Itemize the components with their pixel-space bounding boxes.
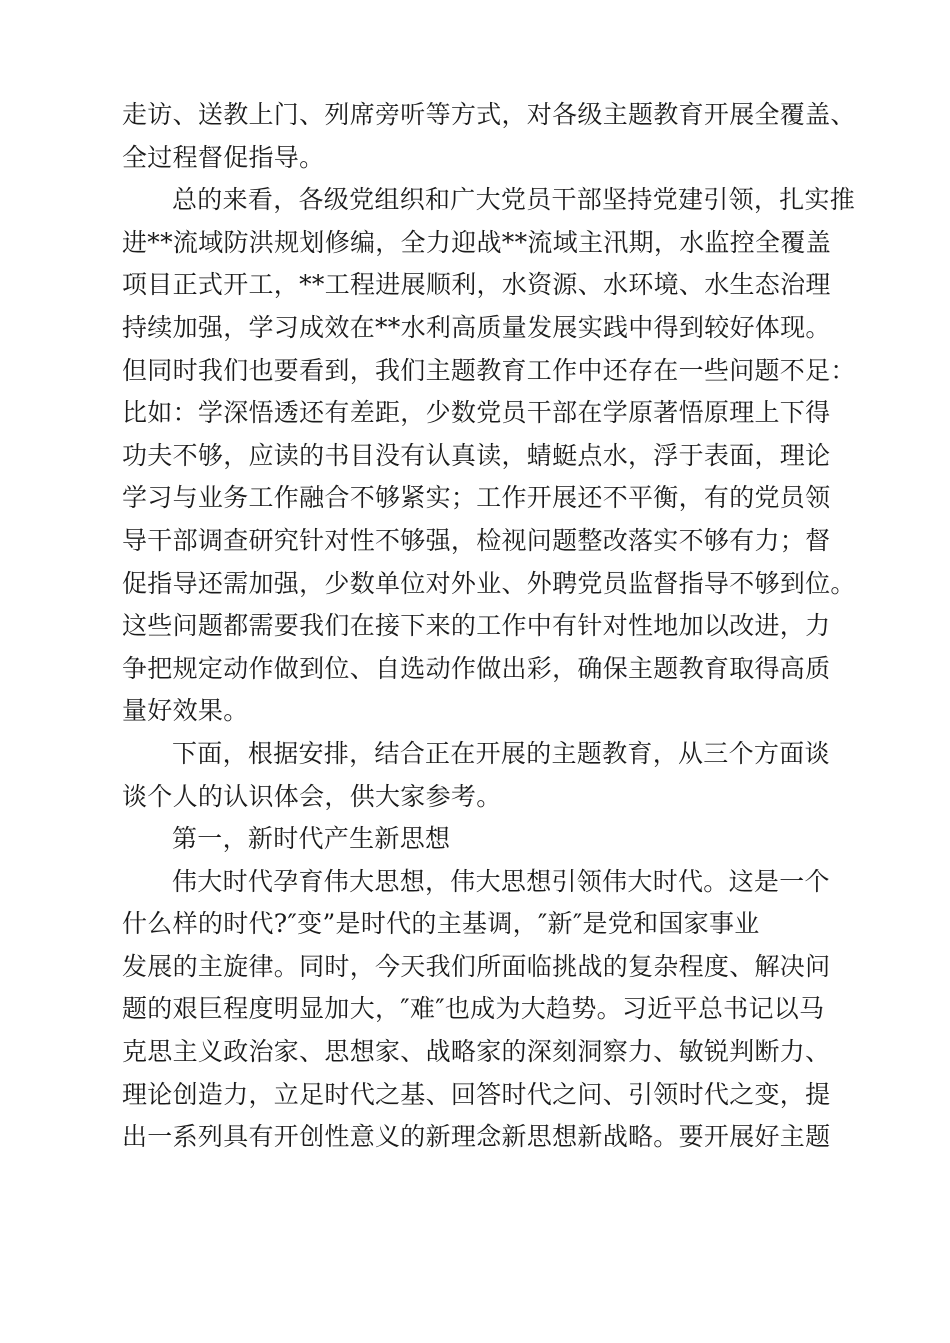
text-line: 什么样的时代?″变”是时代的主基调，″新″是党和国家事业 — [122, 909, 760, 939]
text-line: 发展的主旋律。同时，今天我们所面临挑战的复杂程度、解决问 — [122, 951, 831, 981]
section-heading: 第一，新时代产生新思想 — [172, 824, 451, 854]
text-line: 项目正式开工，**工程进展顺利，水资源、水环境、水生态治理 — [122, 270, 831, 300]
text-line: 理论创造力，立足时代之基、回答时代之问、引领时代之变，提 — [122, 1079, 831, 1109]
body-text — [122, 94, 856, 1159]
text-line: 这些问题都需要我们在接下来的工作中有针对性地加以改进，力 — [122, 611, 831, 641]
text-line: 谈个人的认识体会，供大家参考。 — [122, 781, 502, 811]
paragraph-start-line: 下面，根据安排，结合正在开展的主题教育，从三个方面谈 — [172, 738, 830, 768]
text-line: 持续加强，学习成效在**水利高质量发展实践中得到较好体现。 — [122, 312, 831, 342]
text-line: 进**流域防洪规划修编，全力迎战**流域主汛期，水监控全覆盖 — [122, 227, 832, 257]
text-line: 量好效果。 — [122, 696, 249, 726]
text-line: 全过程督促指导。 — [122, 142, 325, 172]
paragraph-start-line: 伟大时代孕育伟大思想，伟大思想引领伟大时代。这是一个 — [172, 866, 830, 896]
text-line: 导干部调查研究针对性不够强，检视问题整改落实不够有力；督 — [122, 525, 831, 555]
text-line: 克思主义政治家、思想家、战略家的深刻洞察力、敏锐判断力、 — [122, 1037, 831, 1067]
text-line: 功夫不够，应读的书目没有认真读，蜻蜓点水，浮于表面，理论 — [122, 440, 831, 470]
text-line: 促指导还需加强，少数单位对外业、外聘党员监督指导不够到位。 — [122, 568, 856, 598]
paragraph-start-line: 总的来看，各级党组织和广大党员干部坚持党建引领，扎实推 — [172, 185, 856, 215]
text-line: 题的艰巨程度明显加大，″难″也成为大趋势。习近平总书记以马 — [122, 994, 825, 1024]
text-line: 争把规定动作做到位、自选动作做出彩，确保主题教育取得高质 — [122, 653, 831, 683]
text-line: 但同时我们也要看到，我们主题教育工作中还存在一些问题不足： — [122, 355, 856, 385]
text-line: 走访、送教上门、列席旁听等方式，对各级主题教育开展全覆盖、 — [122, 100, 856, 129]
text-line: 比如：学深悟透还有差距，少数党员干部在学原著悟原理上下得 — [122, 398, 831, 428]
text-line: 出一系列具有开创性意义的新理念新思想新战略。要开展好主题 — [122, 1122, 831, 1152]
text-line: 学习与业务工作融合不够紧实；工作开展还不平衡，有的党员领 — [122, 483, 831, 513]
